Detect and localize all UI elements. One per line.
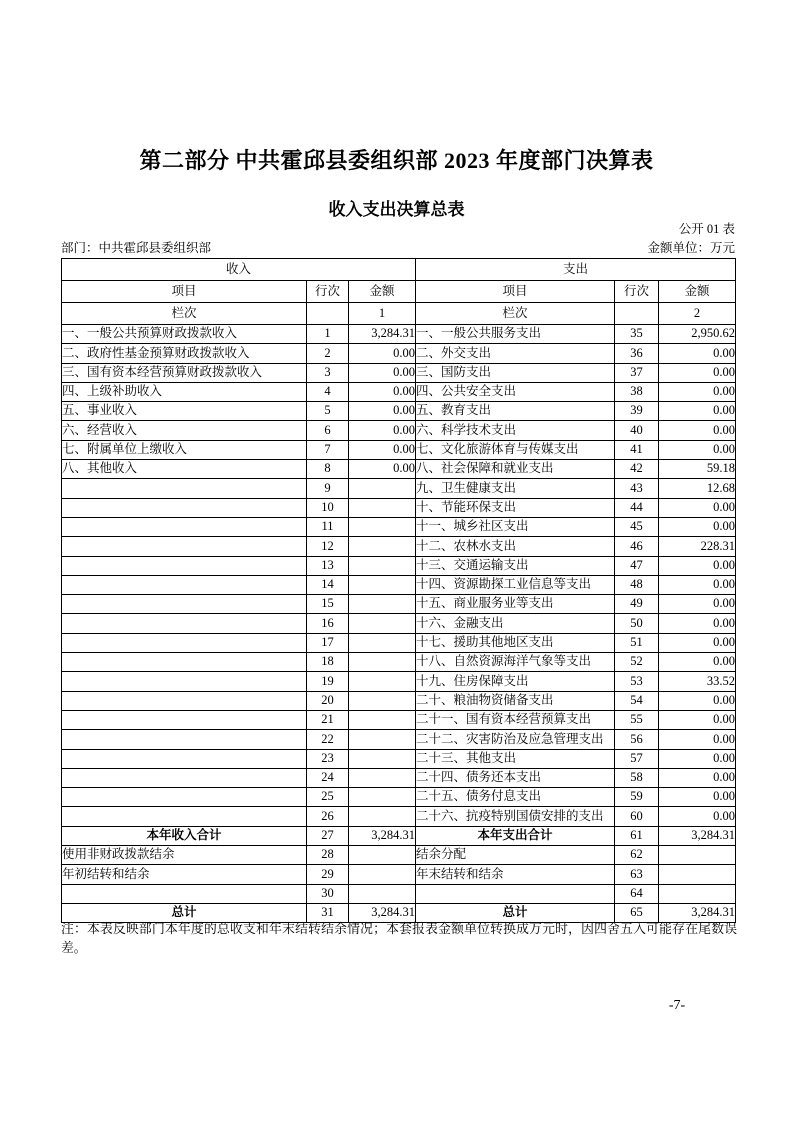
income-item-cell (62, 537, 307, 556)
income-item-header: 项目 (62, 281, 307, 303)
table-row (62, 710, 736, 729)
blank-cell (307, 303, 349, 325)
expense-rowno-cell: 49 (615, 595, 659, 614)
expense-amount-cell: 0.00 (659, 363, 736, 382)
income-rowno-cell: 16 (307, 614, 349, 633)
summary-table-body (62, 325, 736, 923)
expense-item-cell: 十三、交通运输支出 (416, 556, 615, 575)
expense-amount-cell: 0.00 (659, 421, 736, 440)
income-rowno-cell: 6 (307, 421, 349, 440)
income-rowno-cell: 4 (307, 382, 349, 401)
table-row (62, 537, 736, 556)
expense-rowno-cell: 43 (615, 479, 659, 498)
expense-item-cell: 六、科学技术支出 (416, 421, 615, 440)
table-row (62, 884, 736, 903)
table-row (62, 595, 736, 614)
expense-item-cell: 十四、资源勘探工业信息等支出 (416, 575, 615, 594)
expense-amount-cell: 0.00 (659, 653, 736, 672)
expense-rowno-cell: 57 (615, 749, 659, 768)
income-rowno-cell: 9 (307, 479, 349, 498)
unit-label: 金额单位：万元 (647, 241, 735, 255)
income-rowno-cell: 26 (307, 807, 349, 826)
income-item-cell: 七、附属单位上缴收入 (62, 440, 307, 459)
income-item-cell: 使用非财政拨款结余 (62, 846, 307, 865)
expense-rowno-cell: 55 (615, 710, 659, 729)
expense-amount-cell: 0.00 (659, 382, 736, 401)
income-item-cell (62, 479, 307, 498)
income-rowno-cell: 13 (307, 556, 349, 575)
table-row (62, 691, 736, 710)
expense-amount-cell: 59.18 (659, 460, 736, 479)
expense-amount-cell: 0.00 (659, 633, 736, 652)
expense-amount-cell: 0.00 (659, 730, 736, 749)
income-amount-cell (349, 730, 416, 749)
income-section-header: 收入 (62, 259, 416, 281)
expense-item-cell: 二十六、抗疫特别国债安排的支出 (416, 807, 615, 826)
expense-amount-cell: 12.68 (659, 479, 736, 498)
expense-amount-cell: 0.00 (659, 710, 736, 729)
income-rowno-cell: 2 (307, 344, 349, 363)
table-row (62, 865, 736, 884)
table-row (62, 517, 736, 536)
expense-item-cell: 五、教育支出 (416, 402, 615, 421)
income-rowno-cell: 1 (307, 325, 349, 344)
expense-rowno-cell: 58 (615, 768, 659, 787)
income-rowno-cell: 14 (307, 575, 349, 594)
income-item-cell (62, 595, 307, 614)
income-column-no: 1 (349, 303, 416, 325)
income-amount-cell: 0.00 (349, 363, 416, 382)
expense-amount-cell: 2,950.62 (659, 325, 736, 344)
expense-item-cell: 二十、粮油物资储备支出 (416, 691, 615, 710)
table-row (62, 846, 736, 865)
income-amount-cell (349, 614, 416, 633)
expense-rowno-cell: 44 (615, 498, 659, 517)
income-item-cell (62, 749, 307, 768)
expense-item-cell: 一、一般公共服务支出 (416, 325, 615, 344)
income-item-cell (62, 498, 307, 517)
expense-rowno-header: 行次 (615, 281, 659, 303)
income-amount-cell: 3,284.31 (349, 903, 416, 922)
expense-item-cell: 结余分配 (416, 846, 615, 865)
income-item-cell (62, 556, 307, 575)
expense-rowno-cell: 65 (615, 903, 659, 922)
table-row (62, 382, 736, 401)
expense-amount-cell: 0.00 (659, 498, 736, 517)
income-item-cell: 六、经营收入 (62, 421, 307, 440)
table-row (62, 653, 736, 672)
table-row (62, 633, 736, 652)
expense-rowno-cell: 41 (615, 440, 659, 459)
expense-item-cell: 二十三、其他支出 (416, 749, 615, 768)
expense-rowno-cell: 61 (615, 826, 659, 845)
expense-rowno-cell: 56 (615, 730, 659, 749)
expense-rowno-cell: 54 (615, 691, 659, 710)
income-rowno-cell: 22 (307, 730, 349, 749)
expense-item-cell: 八、社会保障和就业支出 (416, 460, 615, 479)
table-row (62, 672, 736, 691)
table-row (62, 730, 736, 749)
section-header-row (62, 259, 736, 281)
income-rowno-cell: 5 (307, 402, 349, 421)
column-header-row (62, 281, 736, 303)
column-number-row (62, 303, 736, 325)
expense-amount-cell: 0.00 (659, 344, 736, 363)
table-row (62, 440, 736, 459)
income-rowno-cell: 20 (307, 691, 349, 710)
table-row (62, 402, 736, 421)
income-amount-header: 金额 (349, 281, 416, 303)
expense-item-cell: 本年支出合计 (416, 826, 615, 845)
income-amount-cell (349, 749, 416, 768)
income-item-cell: 五、事业收入 (62, 402, 307, 421)
expense-amount-cell (659, 884, 736, 903)
income-item-cell (62, 575, 307, 594)
income-rowno-cell: 15 (307, 595, 349, 614)
income-item-cell: 三、国有资本经营预算财政拨款收入 (62, 363, 307, 382)
expense-item-cell: 二十四、债务还本支出 (416, 768, 615, 787)
table-row (62, 575, 736, 594)
expense-item-cell: 十六、金融支出 (416, 614, 615, 633)
table-row (62, 498, 736, 517)
table-row (62, 614, 736, 633)
expense-amount-cell: 3,284.31 (659, 826, 736, 845)
income-item-cell (62, 788, 307, 807)
income-column-note: 栏次 (62, 303, 307, 325)
expense-amount-cell: 0.00 (659, 788, 736, 807)
expense-amount-cell (659, 846, 736, 865)
income-amount-cell (349, 865, 416, 884)
income-item-cell: 总计 (62, 903, 307, 922)
income-item-cell: 本年收入合计 (62, 826, 307, 845)
income-amount-cell: 0.00 (349, 382, 416, 401)
income-amount-cell (349, 575, 416, 594)
expense-item-cell: 十、节能环保支出 (416, 498, 615, 517)
table-meta (61, 220, 735, 258)
expense-rowno-cell: 62 (615, 846, 659, 865)
income-amount-cell: 0.00 (349, 440, 416, 459)
expense-item-cell: 二、外交支出 (416, 344, 615, 363)
income-amount-cell (349, 653, 416, 672)
income-item-cell: 一、一般公共预算财政拨款收入 (62, 325, 307, 344)
income-amount-cell: 3,284.31 (349, 826, 416, 845)
expense-amount-cell: 0.00 (659, 575, 736, 594)
table-row (62, 325, 736, 344)
income-rowno-cell: 30 (307, 884, 349, 903)
table-row (62, 768, 736, 787)
page-subtitle: 收入支出决算总表 (328, 200, 465, 219)
expense-item-cell: 二十五、债务付息支出 (416, 788, 615, 807)
expense-item-cell (416, 884, 615, 903)
income-item-cell (62, 768, 307, 787)
income-item-cell (62, 807, 307, 826)
expense-item-cell: 十九、住房保障支出 (416, 672, 615, 691)
income-item-cell (62, 633, 307, 652)
income-item-cell: 年初结转和结余 (62, 865, 307, 884)
expense-rowno-cell: 64 (615, 884, 659, 903)
expense-item-cell: 年末结转和结余 (416, 865, 615, 884)
income-rowno-cell: 29 (307, 865, 349, 884)
table-row (62, 479, 736, 498)
expense-amount-cell: 0.00 (659, 614, 736, 633)
income-item-cell: 八、其他收入 (62, 460, 307, 479)
income-amount-cell (349, 691, 416, 710)
expense-item-header: 项目 (416, 281, 615, 303)
income-rowno-cell: 28 (307, 846, 349, 865)
income-amount-cell (349, 807, 416, 826)
expense-rowno-cell: 46 (615, 537, 659, 556)
income-amount-cell (349, 710, 416, 729)
expense-item-cell: 二十二、灾害防治及应急管理支出 (416, 730, 615, 749)
expense-amount-cell: 0.00 (659, 807, 736, 826)
expense-amount-cell: 0.00 (659, 691, 736, 710)
expense-amount-cell: 0.00 (659, 768, 736, 787)
income-amount-cell (349, 788, 416, 807)
expense-rowno-cell: 42 (615, 460, 659, 479)
expense-rowno-cell: 59 (615, 788, 659, 807)
table-row (62, 363, 736, 382)
income-rowno-cell: 23 (307, 749, 349, 768)
table-row (62, 460, 736, 479)
income-amount-cell: 0.00 (349, 421, 416, 440)
table-row (62, 749, 736, 768)
table-note: 注：本表反映部门本年度的总收支和年末结转结余情况；本套报表金额单位转换成万元时，因四舍五入可能存在尾数误差。 (61, 922, 737, 955)
income-expense-summary-table (61, 258, 736, 923)
expense-rowno-cell: 47 (615, 556, 659, 575)
expense-rowno-cell: 39 (615, 402, 659, 421)
income-rowno-cell: 25 (307, 788, 349, 807)
income-amount-cell (349, 479, 416, 498)
income-rowno-cell: 31 (307, 903, 349, 922)
expense-rowno-cell: 63 (615, 865, 659, 884)
income-item-cell: 二、政府性基金预算财政拨款收入 (62, 344, 307, 363)
expense-rowno-cell: 36 (615, 344, 659, 363)
expense-amount-cell: 0.00 (659, 749, 736, 768)
income-item-cell (62, 653, 307, 672)
expense-rowno-cell: 38 (615, 382, 659, 401)
income-item-cell: 四、上级补助收入 (62, 382, 307, 401)
page-title: 第二部分 中共霍邱县委组织部 2023 年度部门决算表 (139, 148, 654, 173)
expense-item-cell: 总计 (416, 903, 615, 922)
income-amount-cell (349, 498, 416, 517)
table-code: 公开 01 表 (678, 222, 735, 236)
expense-amount-cell: 0.00 (659, 595, 736, 614)
income-item-cell (62, 691, 307, 710)
expense-item-cell: 十八、自然资源海洋气象等支出 (416, 653, 615, 672)
blank-cell (615, 303, 659, 325)
income-amount-cell (349, 633, 416, 652)
income-amount-cell: 0.00 (349, 344, 416, 363)
income-rowno-cell: 27 (307, 826, 349, 845)
expense-amount-cell: 228.31 (659, 537, 736, 556)
expense-item-cell: 十二、农林水支出 (416, 537, 615, 556)
income-rowno-cell: 18 (307, 653, 349, 672)
income-amount-cell (349, 537, 416, 556)
expense-column-note: 栏次 (416, 303, 615, 325)
table-row (62, 826, 736, 845)
income-rowno-cell: 10 (307, 498, 349, 517)
income-rowno-cell: 24 (307, 768, 349, 787)
income-amount-cell: 0.00 (349, 460, 416, 479)
expense-amount-cell: 0.00 (659, 440, 736, 459)
income-rowno-cell: 21 (307, 710, 349, 729)
expense-rowno-cell: 53 (615, 672, 659, 691)
expense-item-cell: 十五、商业服务业等支出 (416, 595, 615, 614)
expense-item-cell: 四、公共安全支出 (416, 382, 615, 401)
income-rowno-cell: 11 (307, 517, 349, 536)
expense-rowno-cell: 40 (615, 421, 659, 440)
expense-amount-cell: 0.00 (659, 556, 736, 575)
expense-item-cell: 九、卫生健康支出 (416, 479, 615, 498)
income-rowno-cell: 3 (307, 363, 349, 382)
expense-rowno-cell: 60 (615, 807, 659, 826)
income-amount-cell (349, 672, 416, 691)
table-row (62, 344, 736, 363)
expense-item-cell: 十七、援助其他地区支出 (416, 633, 615, 652)
expense-item-cell: 十一、城乡社区支出 (416, 517, 615, 536)
income-amount-cell: 0.00 (349, 402, 416, 421)
expense-rowno-cell: 51 (615, 633, 659, 652)
income-rowno-cell: 12 (307, 537, 349, 556)
expense-amount-cell (659, 865, 736, 884)
expense-section-header: 支出 (416, 259, 736, 281)
expense-item-cell: 三、国防支出 (416, 363, 615, 382)
expense-rowno-cell: 35 (615, 325, 659, 344)
income-item-cell (62, 614, 307, 633)
expense-rowno-cell: 52 (615, 653, 659, 672)
department-label: 部门：中共霍邱县委组织部 (61, 241, 212, 255)
income-amount-cell (349, 884, 416, 903)
income-amount-cell: 3,284.31 (349, 325, 416, 344)
table-row (62, 556, 736, 575)
income-rowno-header: 行次 (307, 281, 349, 303)
expense-rowno-cell: 48 (615, 575, 659, 594)
income-rowno-cell: 8 (307, 460, 349, 479)
income-item-cell (62, 517, 307, 536)
page-number: -7- (668, 998, 686, 1013)
income-item-cell (62, 730, 307, 749)
table-row (62, 421, 736, 440)
expense-item-cell: 七、文化旅游体育与传媒支出 (416, 440, 615, 459)
expense-rowno-cell: 45 (615, 517, 659, 536)
income-amount-cell (349, 556, 416, 575)
table-row (62, 788, 736, 807)
income-item-cell (62, 710, 307, 729)
expense-rowno-cell: 37 (615, 363, 659, 382)
income-rowno-cell: 17 (307, 633, 349, 652)
table-row (62, 807, 736, 826)
income-rowno-cell: 19 (307, 672, 349, 691)
income-amount-cell (349, 595, 416, 614)
income-amount-cell (349, 768, 416, 787)
expense-amount-cell: 33.52 (659, 672, 736, 691)
expense-column-no: 2 (659, 303, 736, 325)
expense-amount-cell: 3,284.31 (659, 903, 736, 922)
expense-amount-cell: 0.00 (659, 402, 736, 421)
expense-rowno-cell: 50 (615, 614, 659, 633)
expense-item-cell: 二十一、国有资本经营预算支出 (416, 710, 615, 729)
expense-amount-header: 金额 (659, 281, 736, 303)
income-amount-cell (349, 846, 416, 865)
income-item-cell (62, 672, 307, 691)
income-amount-cell (349, 517, 416, 536)
income-rowno-cell: 7 (307, 440, 349, 459)
expense-amount-cell: 0.00 (659, 517, 736, 536)
income-item-cell (62, 884, 307, 903)
